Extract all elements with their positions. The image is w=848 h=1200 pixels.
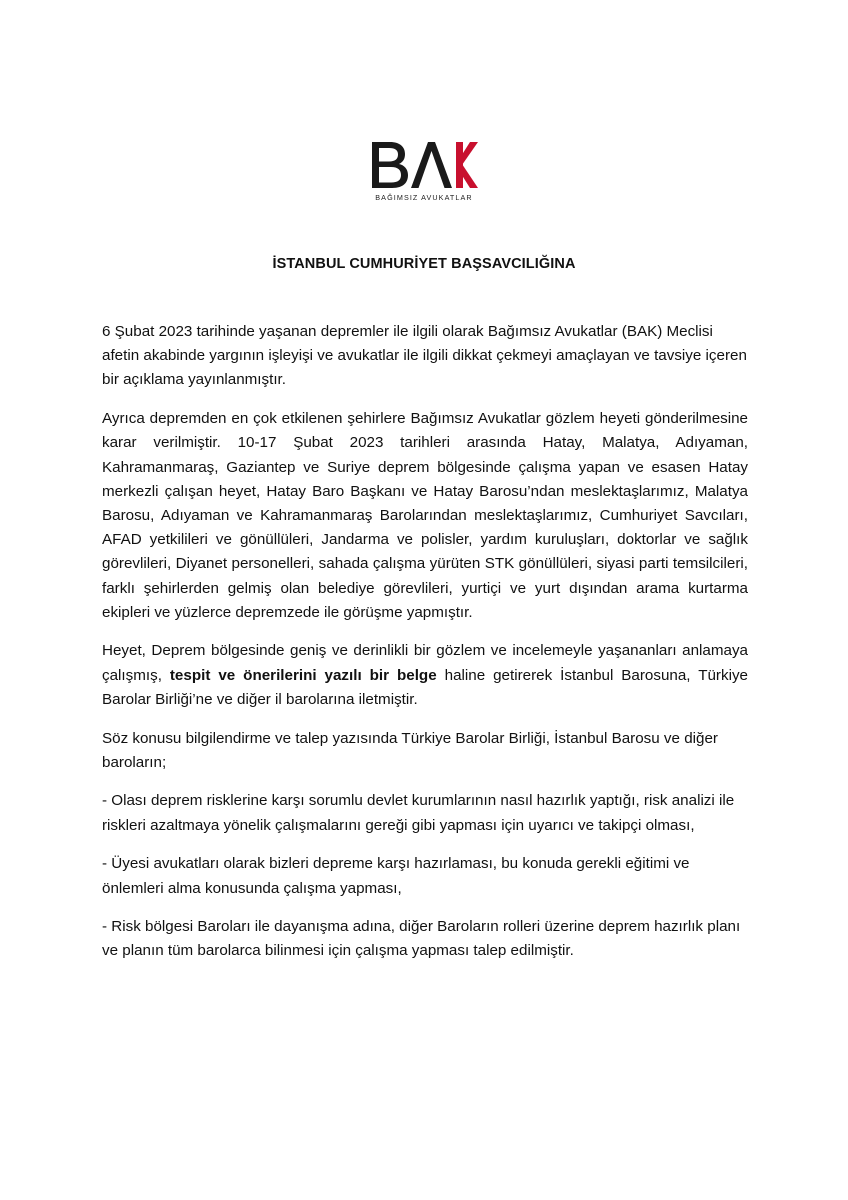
- paragraph-3-end: haline getirerek İstanbul Barosuna, Türkiye Barolar Birliği’ne ve diğer il barolarına iletmiştir.: [102, 666, 748, 708]
- logo-subtitle: BAĞIMSIZ AVUKATLAR: [375, 193, 473, 202]
- paragraph-7: - Risk bölgesi Baroları ile dayanışma adına, diğer Baroların rolleri üzerine deprem hazırlık planı ve planın tüm barolarca bilinmesi için çalışma yapması talep edilmiştir.: [102, 918, 741, 960]
- paragraph-3-bold: tespit ve önerilerini yazılı bir belge: [169, 666, 437, 684]
- paragraph-1: 6 Şubat 2023 tarihinde yaşanan depremler ile ilgili olarak Bağımsız Avukatlar (BAK) Meclisi afetin akabinde yargının işleyişi ve avukatlar ile ilgili dikkat çekmeyi amaçlayan ve tavsiye içeren bir açıklama yayınlanmıştır.: [102, 323, 747, 389]
- paragraph-6: - Üyesi avukatları olarak bizleri depreme karşı hazırlaması, bu konuda gerekli eğitimi ve önlemleri alma konusunda çalışma yapması,: [102, 855, 690, 897]
- bak-wordmark-icon: [366, 136, 482, 192]
- paragraph-3: [102, 639, 748, 712]
- paragraph-2: Ayrıca depremden en çok etkilenen şehirlere Bağımsız Avukatlar gözlem heyeti gönderilmesine karar verilmiştir. 10-17 Şubat 2023 tarihleri arasında Hatay, Malatya, Adıyaman, Kahramanmaraş, Gaziantep ve Suriye deprem bölgesinde çalışma yapan ve esasen Hatay merkezli çalışan heyet, Hatay Baro Başkanı ve Hatay Barosu’ndan meslektaşlarımız, Malatya Barosu, Adıyaman ve Kahramanmaraş Barolarından meslektaşlarımız, Cumhuriyet Savcıları, AFAD yetkilileri ve gönüllüleri, Jandarma ve polisler, yardım kuruluşları, doktorlar ve sağlık görevlileri, Diyanet personelleri, sahada çalışma yürüten STK gönüllüleri, siyasi parti temsilcileri, farklı şehirlerden gelmiş olan belediye görevlileri, yurtiçi ve yurt dışından arama kurtarma ekipleri ve yüzlerce depremzede ile görüşme yapmıştır.: [102, 410, 748, 621]
- bak-logo: [366, 136, 482, 216]
- paragraph-4: Söz konusu bilgilendirme ve talep yazısında Türkiye Barolar Birliği, İstanbul Barosu ve diğer baroların;: [102, 729, 718, 771]
- document-heading: İSTANBUL CUMHURİYET BAŞSAVCILIĞINA: [272, 256, 576, 272]
- paragraph-3-start: Heyet, Deprem bölgesinde geniş ve derinlikli bir gözlem ve incelemeyle yaşananları anlamaya çalışmış,: [102, 642, 748, 684]
- paragraph-5: - Olası deprem risklerine karşı sorumlu devlet kurumlarının nasıl hazırlık yaptığı, risk analizi ile riskleri azaltmaya yönelik çalışmalarını gereği gibi yapması için uyarıcı ve takipçi olması,: [102, 792, 735, 834]
- document-body: [102, 320, 748, 978]
